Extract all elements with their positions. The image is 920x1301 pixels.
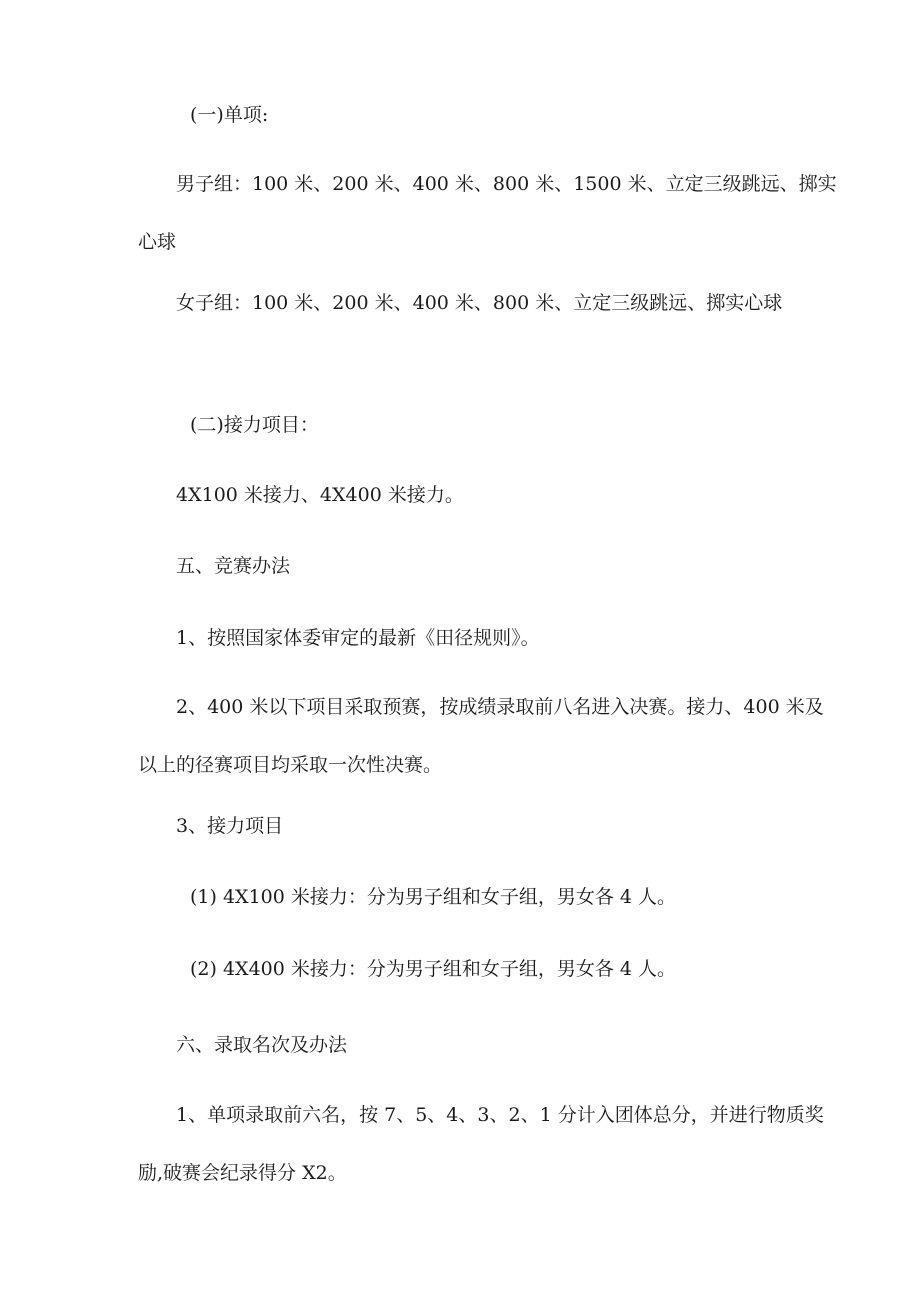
paragraph-relay-4x400: (2) 4X400 米接力：分为男子组和女子组，男女各 4 人。 [190,958,677,980]
paragraph-men-events: 男子组：100 米、200 米、400 米、800 米、1500 米、立定三级跳远、掷实心球 [138,173,837,253]
paragraph-rule-2: 2、400 米以下项目采取预赛，按成绩录取前八名进入决赛。接力、400 米及以上的径赛项目均采取一次性决赛。 [138,696,824,776]
section-five-heading: 五、竞赛办法 [176,555,291,577]
paragraph-relay-4x100: (1) 4X100 米接力：分为男子组和女子组，男女各 4 人。 [190,886,677,908]
paragraph-individual-events-heading: (一)单项: [190,104,269,126]
paragraph-rule-3: 3、接力项目 [176,815,284,837]
section-six-heading: 六、录取名次及办法 [176,1034,348,1056]
paragraph-ranking-rule-1: 1、单项录取前六名，按 7、5、4、3、2、1 分计入团体总分，并进行物质奖励,破赛会纪录得分 X2。 [138,1104,824,1184]
paragraph-relay-events: 4X100 米接力、4X400 米接力。 [176,484,464,506]
paragraph-rule-1: 1、按照国家体委审定的最新《田径规则》。 [176,627,540,649]
paragraph-relay-heading: (二)接力项目： [190,414,319,436]
paragraph-women-events: 女子组：100 米、200 米、400 米、800 米、立定三级跳远、掷实心球 [176,292,783,314]
